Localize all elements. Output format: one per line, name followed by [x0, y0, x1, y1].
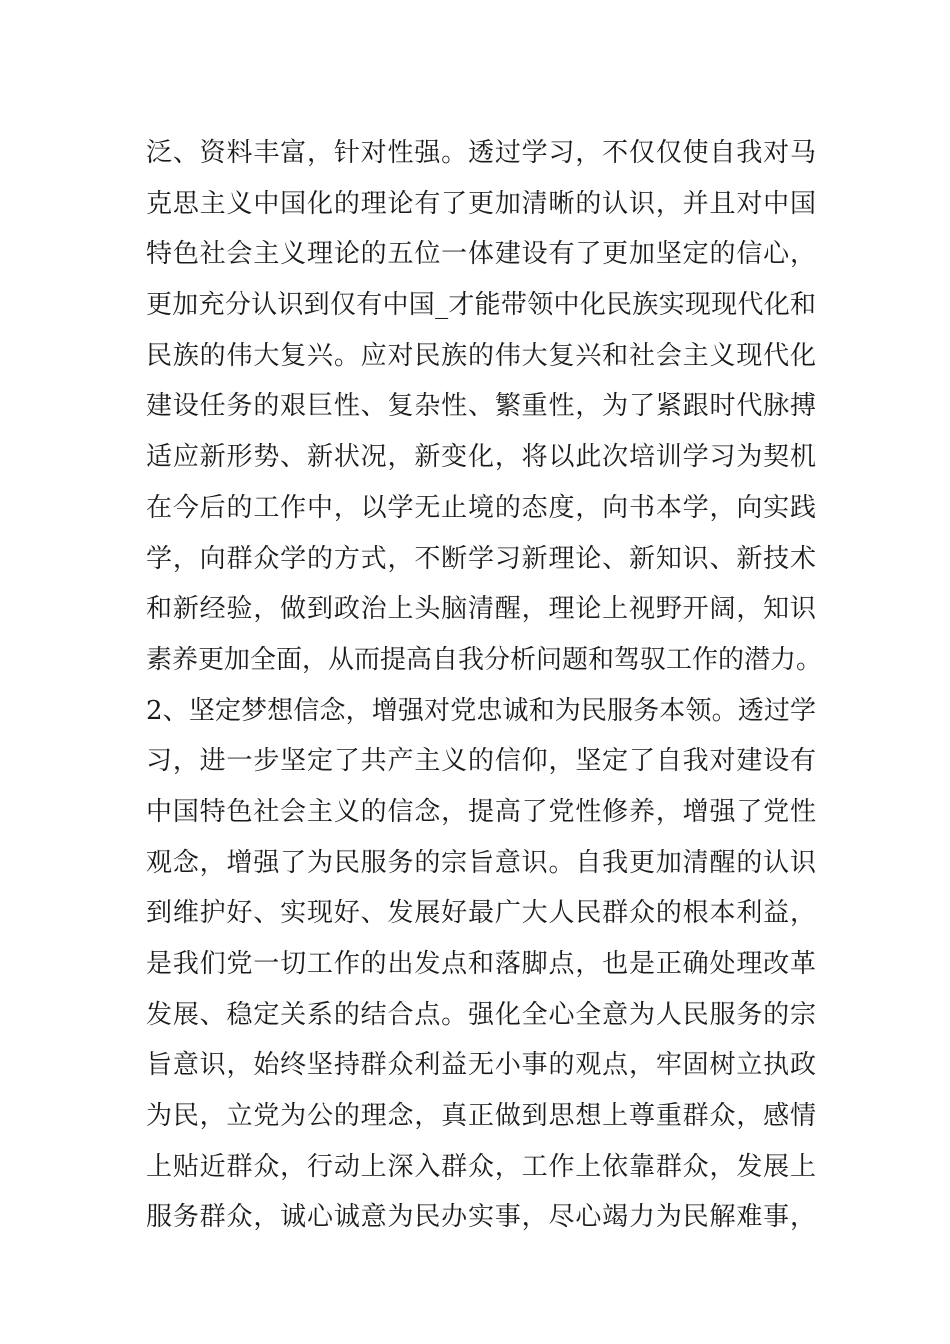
text-line: 更加充分认识到仅有中国_才能带领中化民族实现现代化和 [146, 290, 816, 321]
text-line: 建设任务的艰巨性、复杂性、繁重性，为了紧跟时代脉搏 [146, 391, 816, 422]
text-line: 旨意识，始终坚持群众利益无小事的观点，牢固树立执政 [146, 1050, 816, 1081]
text-line: 民族的伟大复兴。应对民族的伟大复兴和社会主义现代化 [146, 340, 816, 371]
text-line: 在今后的工作中，以学无止境的态度，向书本学，向实践 [146, 492, 816, 523]
text-line: 到维护好、实现好、发展好最广大人民群众的根本利益， [146, 898, 816, 929]
text-line: 素养更加全面，从而提高自我分析问题和驾驭工作的潜力。 [146, 644, 823, 675]
text-line: 泛、资料丰富，针对性强。透过学习，不仅仅使自我对马 [146, 138, 816, 168]
text-line: 学，向群众学的方式，不断学习新理论、新知识、新技术 [146, 543, 816, 574]
text-line: 上贴近群众，行动上深入群众，工作上依靠群众，发展上 [146, 1151, 816, 1182]
body-text [146, 128, 823, 1243]
text-line: 为民，立党为公的理念，真正做到思想上尊重群众，感情 [146, 1101, 816, 1132]
text-line: 和新经验，做到政治上头脑清醒，理论上视野开阔，知识 [146, 594, 816, 625]
text-line: 观念，增强了为民服务的宗旨意识。自我更加清醒的认识 [146, 847, 816, 878]
text-line: 中国特色社会主义的信念，提高了党性修养，增强了党性 [146, 796, 816, 827]
text-line: 习，进一步坚定了共产主义的信仰，坚定了自我对建设有 [146, 746, 816, 777]
text-line: 适应新形势、新状况，新变化，将以此次培训学习为契机 [146, 442, 816, 473]
text-line: 克思主义中国化的理论有了更加清晰的认识，并且对中国 [146, 188, 816, 219]
text-line: 是我们党一切工作的出发点和落脚点，也是正确处理改革 [146, 949, 816, 979]
text-line: 服务群众，诚心诚意为民办实事，尽心竭力为民解难事， [146, 1202, 816, 1233]
text-line: 特色社会主义理论的五位一体建设有了更加坚定的信心， [146, 239, 816, 270]
text-line: 2、坚定梦想信念，增强对党忠诚和为民服务本领。透过学 [146, 695, 816, 726]
text-line: 发展、稳定关系的结合点。强化全心全意为人民服务的宗 [146, 999, 816, 1030]
